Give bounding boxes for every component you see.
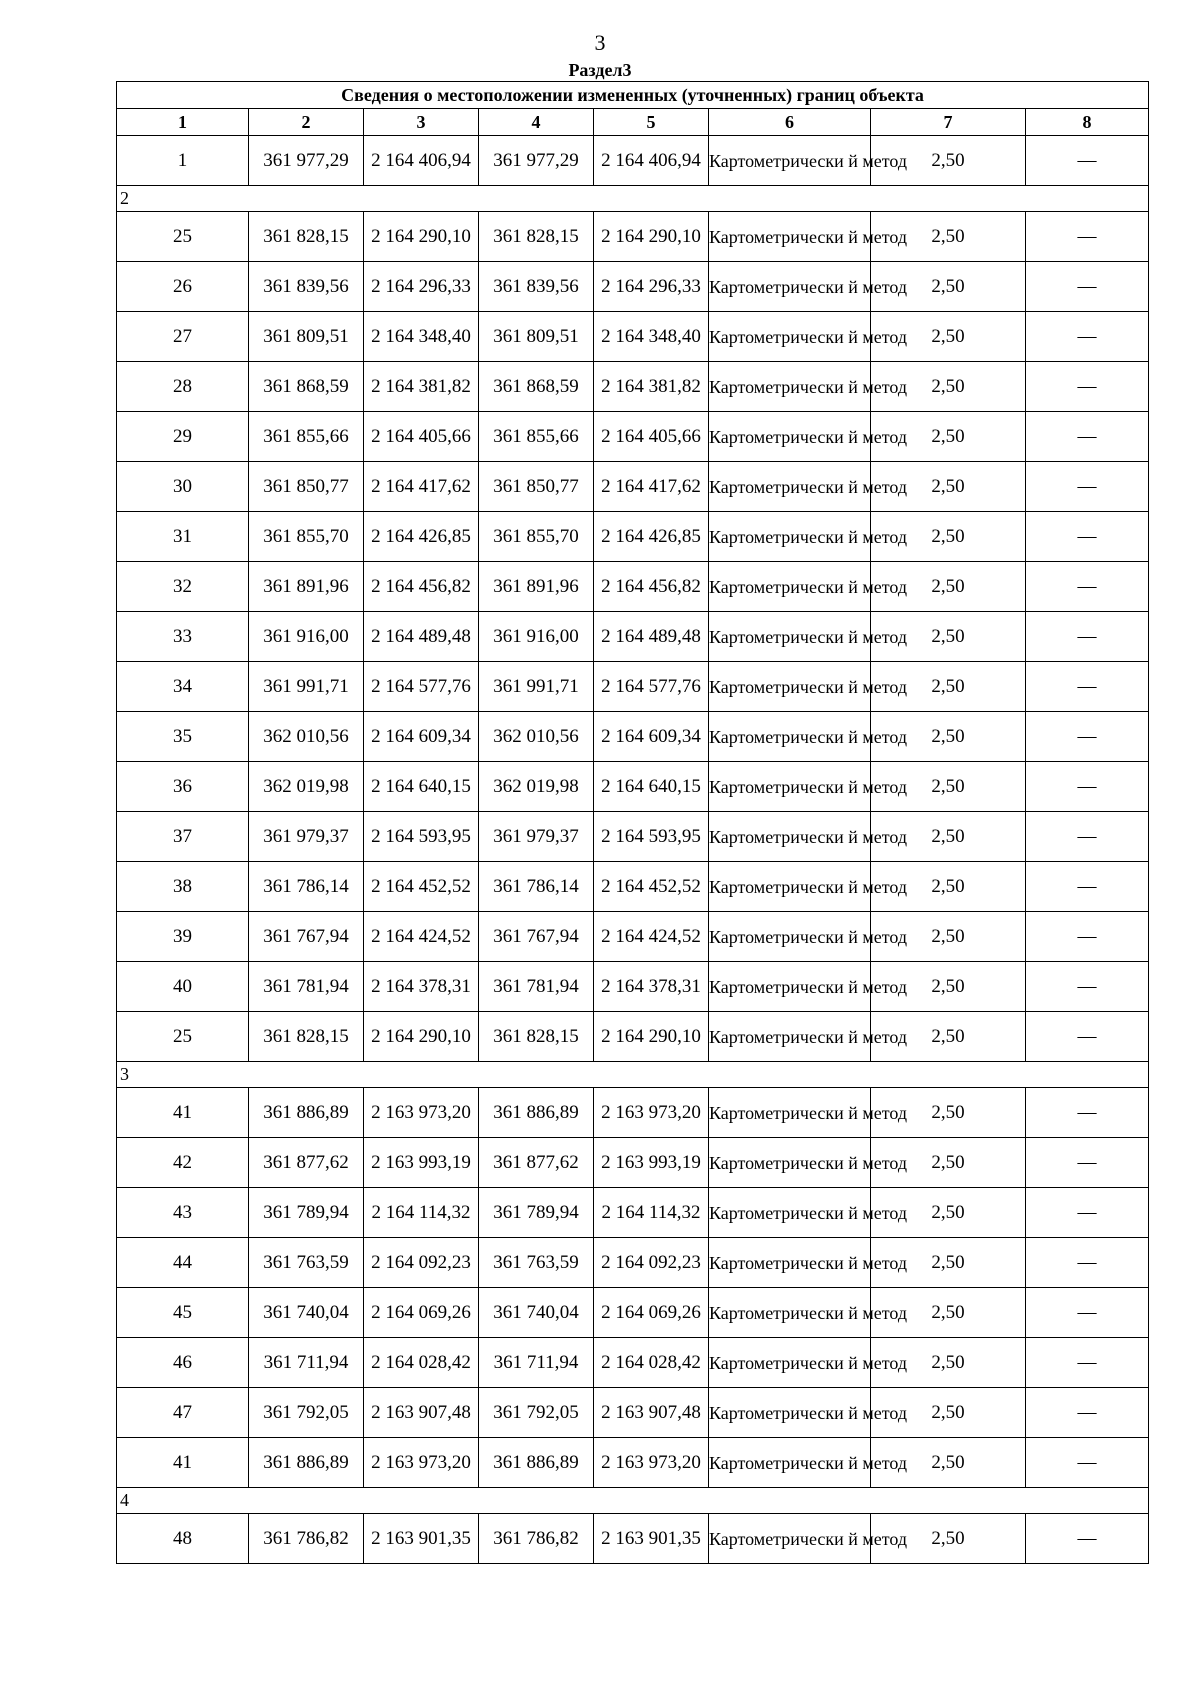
y-refined-cell: 2 163 901,35 xyxy=(594,1514,709,1564)
contour-group-row xyxy=(117,1062,1149,1088)
table-row xyxy=(117,1188,1149,1238)
y-existing-cell: 2 164 028,42 xyxy=(364,1338,479,1388)
accuracy-cell: 2,50 xyxy=(871,1012,1026,1062)
contour-group-row xyxy=(117,1488,1149,1514)
x-existing-cell: 361 792,05 xyxy=(249,1388,364,1438)
point-number-cell: 37 xyxy=(117,812,249,862)
y-existing-cell: 2 164 381,82 xyxy=(364,362,479,412)
table-row xyxy=(117,712,1149,762)
table-row xyxy=(117,1338,1149,1388)
column-header: 4 xyxy=(479,109,594,136)
point-number-cell: 30 xyxy=(117,462,249,512)
x-existing-cell: 361 855,70 xyxy=(249,512,364,562)
column-header: 3 xyxy=(364,109,479,136)
table-row xyxy=(117,562,1149,612)
accuracy-cell: 2,50 xyxy=(871,362,1026,412)
x-existing-cell: 362 010,56 xyxy=(249,712,364,762)
accuracy-cell: 2,50 xyxy=(871,1238,1026,1288)
y-existing-cell: 2 164 296,33 xyxy=(364,262,479,312)
y-refined-cell: 2 164 381,82 xyxy=(594,362,709,412)
x-refined-cell: 361 868,59 xyxy=(479,362,594,412)
table-row xyxy=(117,912,1149,962)
accuracy-cell: 2,50 xyxy=(871,562,1026,612)
accuracy-cell: 2,50 xyxy=(871,1388,1026,1438)
y-refined-cell: 2 164 405,66 xyxy=(594,412,709,462)
table-row xyxy=(117,462,1149,512)
x-existing-cell: 361 886,89 xyxy=(249,1438,364,1488)
description-cell: — xyxy=(1026,812,1149,862)
y-refined-cell: 2 164 296,33 xyxy=(594,262,709,312)
x-existing-cell: 361 711,94 xyxy=(249,1338,364,1388)
y-refined-cell: 2 164 092,23 xyxy=(594,1238,709,1288)
point-number-cell: 36 xyxy=(117,762,249,812)
y-refined-cell: 2 164 069,26 xyxy=(594,1288,709,1338)
x-existing-cell: 361 789,94 xyxy=(249,1188,364,1238)
method-cell: Картометрически й метод xyxy=(709,612,871,662)
x-existing-cell: 361 828,15 xyxy=(249,212,364,262)
description-cell: — xyxy=(1026,262,1149,312)
y-existing-cell: 2 163 973,20 xyxy=(364,1438,479,1488)
accuracy-cell: 2,50 xyxy=(871,612,1026,662)
description-cell: — xyxy=(1026,1138,1149,1188)
y-refined-cell: 2 164 452,52 xyxy=(594,862,709,912)
method-cell: Картометрически й метод xyxy=(709,1514,871,1564)
y-refined-cell: 2 164 378,31 xyxy=(594,962,709,1012)
x-refined-cell: 361 977,29 xyxy=(479,136,594,186)
x-refined-cell: 361 891,96 xyxy=(479,562,594,612)
point-number-cell: 29 xyxy=(117,412,249,462)
boundary-coordinates-table xyxy=(116,81,1149,1564)
accuracy-cell: 2,50 xyxy=(871,962,1026,1012)
table-row xyxy=(117,136,1149,186)
x-existing-cell: 361 991,71 xyxy=(249,662,364,712)
accuracy-cell: 2,50 xyxy=(871,512,1026,562)
point-number-cell: 25 xyxy=(117,1012,249,1062)
method-cell: Картометрически й метод xyxy=(709,812,871,862)
method-cell: Картометрически й метод xyxy=(709,1012,871,1062)
accuracy-cell: 2,50 xyxy=(871,1514,1026,1564)
x-refined-cell: 361 789,94 xyxy=(479,1188,594,1238)
description-cell: — xyxy=(1026,212,1149,262)
description-cell: — xyxy=(1026,1514,1149,1564)
method-cell: Картометрически й метод xyxy=(709,362,871,412)
method-cell: Картометрически й метод xyxy=(709,1388,871,1438)
point-number-cell: 40 xyxy=(117,962,249,1012)
x-refined-cell: 361 792,05 xyxy=(479,1388,594,1438)
point-number-cell: 41 xyxy=(117,1438,249,1488)
method-cell: Картометрически й метод xyxy=(709,462,871,512)
description-cell: — xyxy=(1026,1438,1149,1488)
x-refined-cell: 361 767,94 xyxy=(479,912,594,962)
method-cell: Картометрически й метод xyxy=(709,212,871,262)
x-existing-cell: 361 740,04 xyxy=(249,1288,364,1338)
y-refined-cell: 2 164 290,10 xyxy=(594,212,709,262)
description-cell: — xyxy=(1026,462,1149,512)
table-caption: Сведения о местоположении измененных (уточненных) границ объекта xyxy=(117,82,1149,109)
table-row xyxy=(117,512,1149,562)
table-row xyxy=(117,612,1149,662)
method-cell: Картометрически й метод xyxy=(709,712,871,762)
table-row xyxy=(117,1514,1149,1564)
description-cell: — xyxy=(1026,1012,1149,1062)
description-cell: — xyxy=(1026,1088,1149,1138)
y-existing-cell: 2 163 993,19 xyxy=(364,1138,479,1188)
table-row xyxy=(117,662,1149,712)
accuracy-cell: 2,50 xyxy=(871,1338,1026,1388)
table-row xyxy=(117,362,1149,412)
x-refined-cell: 361 828,15 xyxy=(479,1012,594,1062)
contour-number: 2 xyxy=(117,186,1149,212)
x-refined-cell: 361 877,62 xyxy=(479,1138,594,1188)
y-refined-cell: 2 163 973,20 xyxy=(594,1438,709,1488)
table-body xyxy=(117,136,1149,1564)
table-row xyxy=(117,312,1149,362)
description-cell: — xyxy=(1026,312,1149,362)
point-number-cell: 48 xyxy=(117,1514,249,1564)
x-refined-cell: 361 839,56 xyxy=(479,262,594,312)
x-existing-cell: 361 786,14 xyxy=(249,862,364,912)
method-cell: Картометрически й метод xyxy=(709,512,871,562)
description-cell: — xyxy=(1026,662,1149,712)
y-refined-cell: 2 164 348,40 xyxy=(594,312,709,362)
y-existing-cell: 2 164 609,34 xyxy=(364,712,479,762)
y-existing-cell: 2 164 290,10 xyxy=(364,212,479,262)
y-refined-cell: 2 164 424,52 xyxy=(594,912,709,962)
description-cell: — xyxy=(1026,1338,1149,1388)
y-refined-cell: 2 164 489,48 xyxy=(594,612,709,662)
y-existing-cell: 2 164 069,26 xyxy=(364,1288,479,1338)
table-row xyxy=(117,1238,1149,1288)
x-refined-cell: 361 763,59 xyxy=(479,1238,594,1288)
column-header: 8 xyxy=(1026,109,1149,136)
x-existing-cell: 361 916,00 xyxy=(249,612,364,662)
accuracy-cell: 2,50 xyxy=(871,212,1026,262)
method-cell: Картометрически й метод xyxy=(709,1088,871,1138)
y-refined-cell: 2 164 640,15 xyxy=(594,762,709,812)
description-cell: — xyxy=(1026,862,1149,912)
contour-number: 3 xyxy=(117,1062,1149,1088)
x-existing-cell: 361 977,29 xyxy=(249,136,364,186)
accuracy-cell: 2,50 xyxy=(871,1188,1026,1238)
point-number-cell: 28 xyxy=(117,362,249,412)
y-existing-cell: 2 164 424,52 xyxy=(364,912,479,962)
table-row xyxy=(117,1438,1149,1488)
accuracy-cell: 2,50 xyxy=(871,1088,1026,1138)
method-cell: Картометрически й метод xyxy=(709,1438,871,1488)
description-cell: — xyxy=(1026,512,1149,562)
point-number-cell: 27 xyxy=(117,312,249,362)
point-number-cell: 35 xyxy=(117,712,249,762)
description-cell: — xyxy=(1026,412,1149,462)
table-row xyxy=(117,812,1149,862)
accuracy-cell: 2,50 xyxy=(871,912,1026,962)
method-cell: Картометрически й метод xyxy=(709,962,871,1012)
x-refined-cell: 361 886,89 xyxy=(479,1088,594,1138)
method-cell: Картометрически й метод xyxy=(709,1188,871,1238)
accuracy-cell: 2,50 xyxy=(871,762,1026,812)
x-refined-cell: 361 855,70 xyxy=(479,512,594,562)
x-refined-cell: 361 828,15 xyxy=(479,212,594,262)
point-number-cell: 33 xyxy=(117,612,249,662)
y-existing-cell: 2 164 452,52 xyxy=(364,862,479,912)
method-cell: Картометрически й метод xyxy=(709,412,871,462)
accuracy-cell: 2,50 xyxy=(871,862,1026,912)
x-existing-cell: 361 781,94 xyxy=(249,962,364,1012)
x-refined-cell: 361 711,94 xyxy=(479,1338,594,1388)
method-cell: Картометрически й метод xyxy=(709,662,871,712)
y-existing-cell: 2 163 907,48 xyxy=(364,1388,479,1438)
x-existing-cell: 361 786,82 xyxy=(249,1514,364,1564)
x-refined-cell: 361 740,04 xyxy=(479,1288,594,1338)
table-row xyxy=(117,412,1149,462)
point-number-cell: 44 xyxy=(117,1238,249,1288)
y-existing-cell: 2 164 092,23 xyxy=(364,1238,479,1288)
point-number-cell: 38 xyxy=(117,862,249,912)
method-cell: Картометрически й метод xyxy=(709,912,871,962)
accuracy-cell: 2,50 xyxy=(871,262,1026,312)
accuracy-cell: 2,50 xyxy=(871,462,1026,512)
point-number-cell: 25 xyxy=(117,212,249,262)
method-cell: Картометрически й метод xyxy=(709,1238,871,1288)
accuracy-cell: 2,50 xyxy=(871,1438,1026,1488)
x-existing-cell: 361 850,77 xyxy=(249,462,364,512)
method-cell: Картометрически й метод xyxy=(709,136,871,186)
point-number-cell: 31 xyxy=(117,512,249,562)
x-refined-cell: 362 010,56 xyxy=(479,712,594,762)
y-refined-cell: 2 164 028,42 xyxy=(594,1338,709,1388)
contour-number: 4 xyxy=(117,1488,1149,1514)
method-cell: Картометрически й метод xyxy=(709,762,871,812)
description-cell: — xyxy=(1026,762,1149,812)
method-cell: Картометрически й метод xyxy=(709,1138,871,1188)
accuracy-cell: 2,50 xyxy=(871,662,1026,712)
method-cell: Картометрически й метод xyxy=(709,1338,871,1388)
y-refined-cell: 2 164 577,76 xyxy=(594,662,709,712)
description-cell: — xyxy=(1026,712,1149,762)
x-refined-cell: 361 855,66 xyxy=(479,412,594,462)
accuracy-cell: 2,50 xyxy=(871,812,1026,862)
column-header: 1 xyxy=(117,109,249,136)
page-number: 3 xyxy=(594,30,606,55)
table-row xyxy=(117,1088,1149,1138)
point-number-cell: 41 xyxy=(117,1088,249,1138)
method-cell: Картометрически й метод xyxy=(709,262,871,312)
y-existing-cell: 2 164 456,82 xyxy=(364,562,479,612)
x-existing-cell: 361 868,59 xyxy=(249,362,364,412)
section-title: Раздел3 xyxy=(568,60,632,80)
x-refined-cell: 361 850,77 xyxy=(479,462,594,512)
column-header: 5 xyxy=(594,109,709,136)
x-refined-cell: 361 886,89 xyxy=(479,1438,594,1488)
accuracy-cell: 2,50 xyxy=(871,1138,1026,1188)
x-refined-cell: 361 809,51 xyxy=(479,312,594,362)
y-refined-cell: 2 164 417,62 xyxy=(594,462,709,512)
method-cell: Картометрически й метод xyxy=(709,312,871,362)
x-existing-cell: 361 979,37 xyxy=(249,812,364,862)
description-cell: — xyxy=(1026,562,1149,612)
x-existing-cell: 362 019,98 xyxy=(249,762,364,812)
accuracy-cell: 2,50 xyxy=(871,312,1026,362)
x-existing-cell: 361 767,94 xyxy=(249,912,364,962)
x-refined-cell: 361 786,14 xyxy=(479,862,594,912)
y-existing-cell: 2 164 114,32 xyxy=(364,1188,479,1238)
point-number-cell: 46 xyxy=(117,1338,249,1388)
y-existing-cell: 2 164 426,85 xyxy=(364,512,479,562)
y-existing-cell: 2 163 973,20 xyxy=(364,1088,479,1138)
point-number-cell: 43 xyxy=(117,1188,249,1238)
y-refined-cell: 2 163 993,19 xyxy=(594,1138,709,1188)
point-number-cell: 42 xyxy=(117,1138,249,1188)
y-existing-cell: 2 164 290,10 xyxy=(364,1012,479,1062)
method-cell: Картометрически й метод xyxy=(709,1288,871,1338)
point-number-cell: 45 xyxy=(117,1288,249,1338)
table-row xyxy=(117,962,1149,1012)
y-existing-cell: 2 164 577,76 xyxy=(364,662,479,712)
table-row xyxy=(117,1138,1149,1188)
y-existing-cell: 2 164 348,40 xyxy=(364,312,479,362)
point-number-cell: 26 xyxy=(117,262,249,312)
x-refined-cell: 361 979,37 xyxy=(479,812,594,862)
description-cell: — xyxy=(1026,362,1149,412)
table-row xyxy=(117,1388,1149,1438)
y-refined-cell: 2 164 426,85 xyxy=(594,512,709,562)
y-refined-cell: 2 164 290,10 xyxy=(594,1012,709,1062)
description-cell: — xyxy=(1026,1238,1149,1288)
point-number-cell: 47 xyxy=(117,1388,249,1438)
x-existing-cell: 361 809,51 xyxy=(249,312,364,362)
y-refined-cell: 2 164 593,95 xyxy=(594,812,709,862)
y-existing-cell: 2 164 640,15 xyxy=(364,762,479,812)
y-existing-cell: 2 164 378,31 xyxy=(364,962,479,1012)
accuracy-cell: 2,50 xyxy=(871,136,1026,186)
column-header: 2 xyxy=(249,109,364,136)
x-existing-cell: 361 828,15 xyxy=(249,1012,364,1062)
point-number-cell: 1 xyxy=(117,136,249,186)
description-cell: — xyxy=(1026,962,1149,1012)
point-number-cell: 34 xyxy=(117,662,249,712)
accuracy-cell: 2,50 xyxy=(871,712,1026,762)
point-number-cell: 39 xyxy=(117,912,249,962)
x-refined-cell: 361 786,82 xyxy=(479,1514,594,1564)
point-number-cell: 32 xyxy=(117,562,249,612)
x-existing-cell: 361 839,56 xyxy=(249,262,364,312)
y-refined-cell: 2 163 973,20 xyxy=(594,1088,709,1138)
x-existing-cell: 361 763,59 xyxy=(249,1238,364,1288)
y-refined-cell: 2 164 406,94 xyxy=(594,136,709,186)
y-refined-cell: 2 164 609,34 xyxy=(594,712,709,762)
accuracy-cell: 2,50 xyxy=(871,1288,1026,1338)
method-cell: Картометрически й метод xyxy=(709,562,871,612)
table-row xyxy=(117,762,1149,812)
x-refined-cell: 362 019,98 xyxy=(479,762,594,812)
column-header: 6 xyxy=(709,109,871,136)
x-refined-cell: 361 991,71 xyxy=(479,662,594,712)
y-existing-cell: 2 163 901,35 xyxy=(364,1514,479,1564)
description-cell: — xyxy=(1026,1388,1149,1438)
x-existing-cell: 361 891,96 xyxy=(249,562,364,612)
y-existing-cell: 2 164 406,94 xyxy=(364,136,479,186)
description-cell: — xyxy=(1026,612,1149,662)
description-cell: — xyxy=(1026,1288,1149,1338)
table-row xyxy=(117,212,1149,262)
y-refined-cell: 2 164 114,32 xyxy=(594,1188,709,1238)
y-existing-cell: 2 164 489,48 xyxy=(364,612,479,662)
y-existing-cell: 2 164 405,66 xyxy=(364,412,479,462)
method-cell: Картометрически й метод xyxy=(709,862,871,912)
y-refined-cell: 2 163 907,48 xyxy=(594,1388,709,1438)
description-cell: — xyxy=(1026,912,1149,962)
table-row xyxy=(117,1012,1149,1062)
table-row xyxy=(117,1288,1149,1338)
x-refined-cell: 361 781,94 xyxy=(479,962,594,1012)
table-row xyxy=(117,862,1149,912)
accuracy-cell: 2,50 xyxy=(871,412,1026,462)
description-cell: — xyxy=(1026,1188,1149,1238)
x-existing-cell: 361 877,62 xyxy=(249,1138,364,1188)
table-row xyxy=(117,262,1149,312)
x-existing-cell: 361 886,89 xyxy=(249,1088,364,1138)
y-existing-cell: 2 164 417,62 xyxy=(364,462,479,512)
column-header: 7 xyxy=(871,109,1026,136)
y-existing-cell: 2 164 593,95 xyxy=(364,812,479,862)
x-refined-cell: 361 916,00 xyxy=(479,612,594,662)
y-refined-cell: 2 164 456,82 xyxy=(594,562,709,612)
description-cell: — xyxy=(1026,136,1149,186)
contour-group-row xyxy=(117,186,1149,212)
x-existing-cell: 361 855,66 xyxy=(249,412,364,462)
